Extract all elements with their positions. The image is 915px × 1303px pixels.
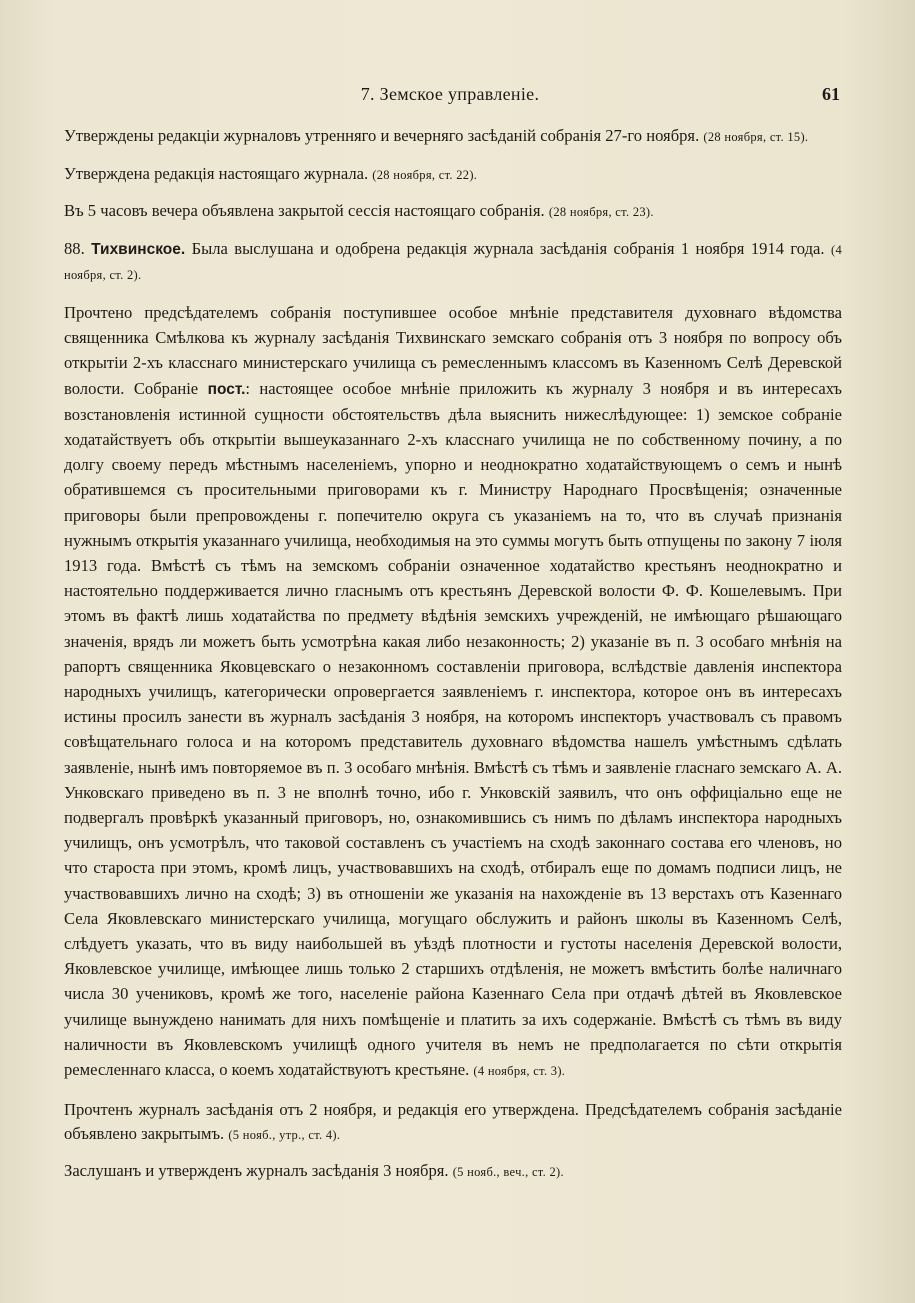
reference: (4 ноября, ст. 2). [64, 242, 842, 283]
page-header [60, 84, 840, 112]
paragraph-text: Утверждены редакціи журналовъ утренняго и вечерняго засѣданій собранія 27-го ноября. [64, 126, 704, 145]
paragraph-text: Была выслушана и одобрена редакція журнала засѣданія собранія 1 ноября 1914 года. [185, 238, 831, 258]
reference: (5 нояб., утр., ст. 4). [228, 1127, 341, 1142]
paragraph-1 [64, 124, 842, 150]
paragraph-text: Утверждена редакція настоящаго журнала. [64, 163, 373, 183]
item-number: 88. [64, 238, 85, 258]
paragraph-text: Въ 5 часовъ вечера объявлена закрытой сессія настоящаго собранія. [64, 201, 549, 221]
paragraph-text-continued: : настоящее особое мнѣніе приложить къ журналу 3 ноября и въ интересахъ возстановленія истинной сущности обстоятельствъ дѣла выяснить нижеслѣдующее: 1) земское собраніе ходатайствуетъ объ открытіи вышеуказаннаго 2-хъ класснаго училища не по собственному почину, а по долгу своему передъ мѣстнымъ населеніемъ, упорно и неоднократно ходатайствующемъ о семъ и нынѣ обратившемся съ просительными приговорами къ г. Министру Народнаго Просвѣщенія; означенные приговоры были препровождены г. попечителю округа съ указаніемъ на то, что въ случаѣ признанія нужнымъ открытія указаннаго училища, необходимыя на это суммы могутъ быть отпущены по закону 7 іюля 1913 года. Вмѣстѣ съ тѣмъ на земскомъ собраніи означенное ходатайство крестьянъ неоднократно и настоятельно поддерживается лично гласнымъ отъ крестьянъ Деревской волости Ф. Ф. Кошелевымъ. При этомъ въ фактѣ лишь ходатайства по предмету вѣдѣнія земскихъ учрежденій, не имѣющаго рѣшающаго значенія, врядъ ли можетъ быть усмотрѣна какая либо незаконность; 2) указаніе въ п. 3 особаго мнѣнія на рапортъ священника Яковцевскаго о незаконномъ составленіи приговора, вслѣдствіе давленія инспектора народныхъ училищъ, категорически опровергается заявленіемъ г. инспектора, которое онъ въ интересахъ истины просилъ занести въ журналъ засѣданія 3 ноября, на которомъ инспекторъ участвовалъ съ правомъ совѣщательнаго голоса и на которомъ представитель духовнаго вѣдомства нашелъ умѣстнымъ сдѣлать заявленіе, нынѣ имъ повторяемое въ п. 3 особаго мнѣнія. Вмѣстѣ съ тѣмъ и заявленіе гласнаго земскаго А. А. Унковскаго приведено въ п. 3 не вполнѣ точно, ибо г. Унковскій заявилъ, что онъ оффиціально еще не подвергалъ провѣркѣ указанный приговоръ, но, ознакомившись съ нимъ по дѣламъ инспектора народныхъ училищъ, онъ усмотрѣлъ, что таковой составленъ съ участіемъ на сходѣ законнаго состава его членовъ, но что староста при этомъ, кромѣ лицъ, участвовавшихъ на сходѣ, отбиралъ еще по домамъ подписи лицъ, не участвовавшихъ лично на сходѣ; 3) въ отношеніи же указанія на нахожденіе въ 13 верстахъ отъ Казеннаго Села Яковлевскаго министерскаго училища, могущаго обслужить и районъ школы въ Казенномъ Селѣ, слѣдуетъ указать, что въ виду наибольшей въ уѣздѣ плотности и густоты населенія Деревской волости, Яковлевское училище, имѣющее лишь только 2 старшихъ отдѣленія, не можетъ вмѣстить болѣе наличнаго числа 30 учениковъ, кромѣ же того, населеніе района Казеннаго Села при отдачѣ дѣтей въ Яковлевское училище вынуждено нанимать для нихъ помѣщеніе и платить за ихъ содержаніе. Вмѣстѣ съ тѣмъ въ виду наличности въ Яковлевскомъ училищѣ одного учителя въ немъ не предполагается по сѣти открытія ремесленнаго класса, о коемъ ходатайствуютъ крестьяне. [64, 378, 843, 1080]
reference: (5 нояб., веч., ст. 2). [452, 1165, 564, 1180]
reference: (4 ноября, ст. 3). [473, 1064, 566, 1079]
district-name: Тихвинское. [91, 240, 186, 258]
paragraph-text: Заслушанъ и утвержденъ журналъ засѣданія 3 ноября. [64, 1161, 453, 1181]
running-title: 7. Земское управленіе. [360, 84, 540, 104]
paragraph-2 [64, 162, 842, 188]
page-body [64, 124, 842, 1197]
paragraph-7 [64, 1159, 842, 1185]
reference: (28 ноября, ст. 15). [703, 130, 809, 144]
page-number: 61 [822, 84, 840, 104]
paragraph-3 [64, 199, 842, 225]
paragraph-text: Прочтенъ журналъ засѣданія отъ 2 ноября, и редакція его утверждена. Предсѣдателемъ собранія засѣданіе объявлено закрытымъ. [64, 1100, 842, 1143]
paragraph-4 [64, 237, 842, 288]
paragraph-6 [64, 1098, 842, 1147]
paragraph-text: Прочтено предсѣдателемъ собранія поступившее особое мнѣніе представителя духовнаго вѣдомства священника Смѣлкова къ журналу засѣданія Тихвинскаго земскаго собранія отъ 3 ноября по вопросу объ открытіи 2-хъ класснаго министерскаго училища съ ремесленнымъ классомъ въ Казенномъ Селѣ Деревской волости. Собраніе [64, 302, 842, 398]
resolution-label: пост. [207, 380, 246, 398]
reference: (28 ноября, ст. 23). [548, 205, 654, 220]
reference: (28 ноября, ст. 22). [372, 167, 478, 182]
paragraph-5 [64, 300, 842, 1084]
